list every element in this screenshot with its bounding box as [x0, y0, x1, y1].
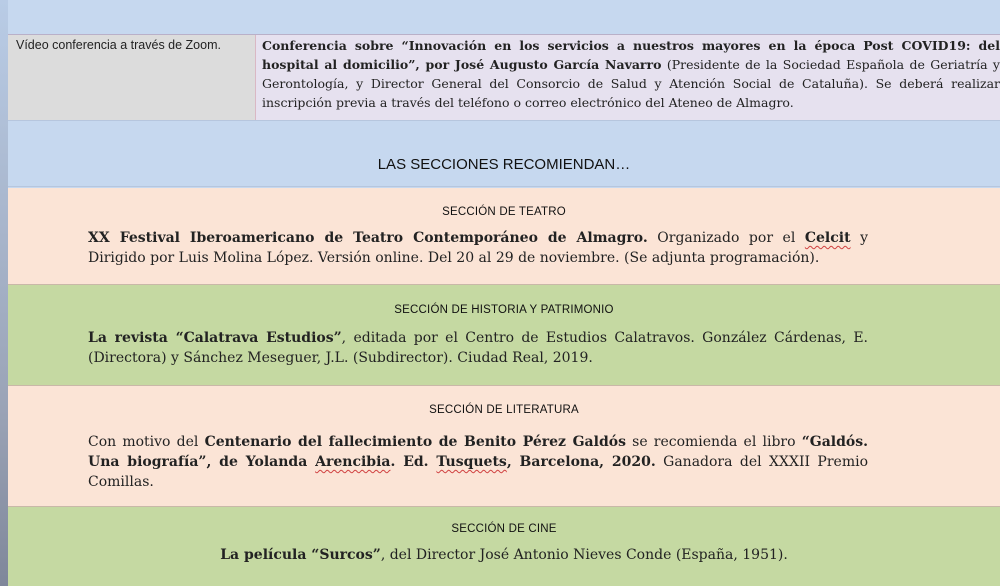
section-teatro [8, 188, 1000, 285]
section-body [88, 328, 868, 368]
body-text: , del Director José Antonio Nieves Conde (España, 1951). [380, 547, 788, 563]
recommendation-title: XX Festival Iberoamericano de Teatro Contemporáneo de Almagro. [88, 230, 648, 246]
event-details: (Presidente de la Sociedad Española de Geriatría y Gerontología, y Director General del Consorcio de Salud y Atención Social de Cataluña). Se deberá realizar inscripción previa a través del teléfono o correo electrónico del Ateneo de Almagro. [262, 57, 1000, 110]
section-body [8, 545, 1000, 565]
body-text: Con motivo del [88, 434, 205, 450]
body-text: Ganadora del XXXII Premio Comillas. [88, 454, 869, 490]
recommendation-title: Centenario del fallecimiento de Benito Pérez Galdós [204, 434, 626, 450]
celcit-name: Celcit [804, 230, 851, 246]
event-format-cell: Vídeo conferencia a través de Zoom. [8, 35, 256, 121]
sections-heading: LAS SECCIONES RECOMIENDAN… [8, 120, 1000, 187]
section-title: SECCIÓN DE TEATRO [442, 206, 566, 218]
book-publication: , Barcelona, 2020. [506, 454, 656, 470]
section-title: SECCIÓN DE LITERATURA [429, 404, 579, 416]
book-title: “Galdós. Una biografía”, de Yolanda [88, 434, 868, 470]
section-title: SECCIÓN DE CINE [451, 523, 557, 535]
event-title: Conferencia sobre “Innovación en los servicios a nuestros mayores en la época Post COVID19: del hospital al domicilio”, por José Augusto García Navarro [262, 38, 1000, 72]
recommendation-title: La revista “Calatrava Estudios” [88, 330, 342, 346]
section-title: SECCIÓN DE HISTORIA Y PATRIMONIO [394, 304, 614, 316]
body-text: Organizado por el [647, 230, 805, 246]
event-row [8, 34, 1000, 121]
section-body [88, 432, 868, 492]
book-publisher-prefix: . Ed. [390, 454, 437, 470]
recommendation-title: La película “Surcos” [220, 547, 381, 563]
section-body [88, 228, 868, 268]
section-literatura [8, 386, 1000, 507]
event-description-cell [256, 35, 1000, 121]
author-surname: Arencibia [315, 454, 391, 470]
left-edge-strip [0, 0, 8, 586]
body-text: y Dirigido por Luis Molina López. Versión online. Del 20 al 29 de noviembre. (Se adjunta programación). [88, 230, 869, 266]
section-cine [8, 507, 1000, 586]
section-historia [8, 285, 1000, 386]
body-text: , editada por el Centro de Estudios Calatravos. González Cárdenas, E. (Directora) y Sánchez Meseguer, J.L. (Subdirector). Ciudad Real, 2019. [88, 330, 868, 366]
publisher-name: Tusquets [436, 454, 507, 470]
body-text: se recomienda el libro [625, 434, 802, 450]
